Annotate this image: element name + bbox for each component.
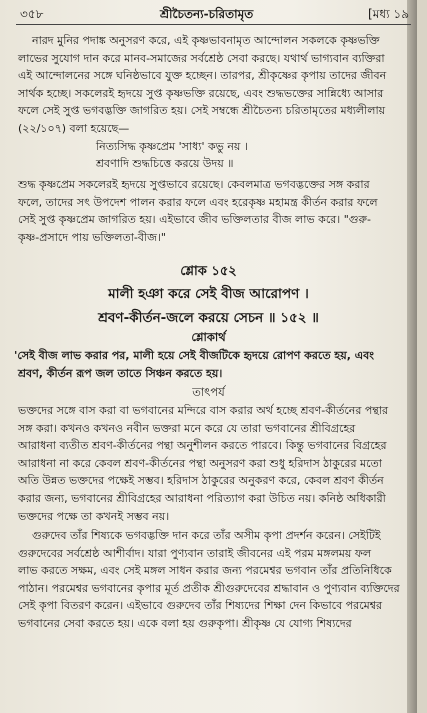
- verse-line: নিত্যসিদ্ধ কৃষ্ণপ্রেম 'সাধ্য' কভু নয় ।: [96, 140, 248, 153]
- text-line: গুরুদেবের সর্বশ্রেষ্ঠ আশীর্বাদ। যারা পুণ্যবান তারাই জীবনের এই পরম মঙ্গলময় ফল: [18, 546, 372, 560]
- translation-heading: শ্লোকার্থ: [191, 330, 226, 344]
- book-title: শ্রীচৈতন্য-চরিতামৃত: [160, 7, 254, 21]
- text-line: গুরুদেব তাঁর শিষ্যকে ভগবদ্ভক্তি দান করে তাঁর অসীম কৃপা প্রদর্শন করেন। সেইটিই: [32, 529, 381, 542]
- text-line: ফলে, তাদের সৎ উপদেশ পালন করার ফলে এবং হরেকৃষ্ণ মহামন্ত্র কীর্তন করার ফলে: [18, 195, 378, 209]
- second-paragraph: [0, 176, 417, 246]
- text-line: সার্থক হচ্ছে। সকলেরই হৃদয়ে সুপ্ত কৃষ্ণভক্তি রয়েছে, এবং শুদ্ধভক্তের সান্নিধ্যে আসার: [18, 86, 384, 100]
- purport-paragraph: [0, 402, 417, 525]
- text-line: লাভ করতে সক্ষম, এবং সেই মঙ্গল সাধন করার জন্য পরমেশ্বর ভগবান তাঁর প্রতিনিধিকে: [18, 564, 392, 578]
- quoted-verse: [0, 138, 417, 172]
- text-line: করার জন্য, ভগবানের শ্রীবিগ্রহের আরাধনা পরিত্যাগ করা উচিত নয়। কনিষ্ঠ অধিকারী: [18, 491, 386, 505]
- sloka-heading: শ্লোক ১৫২: [180, 264, 237, 279]
- text-line: আরাধনা ব্যতীত শ্রবণ-কীর্তনের পন্থা অনুশীলন করতে পারবে। কিন্তু ভগবানের বিগ্রহের: [18, 439, 387, 453]
- verse-line: শ্রবণাদি শুদ্ধচিত্তে করয়ে উদয় ॥: [96, 157, 234, 170]
- sloka-line: মালী হঞা করে সেই বীজ আরোপণ ।: [108, 286, 309, 302]
- text-line: কৃষ্ণ-প্রসাদে পায় ভক্তিলতা-বীজ।": [18, 230, 166, 244]
- sloka-line: শ্রবণ-কীর্তন-জলে করয়ে সেচন ॥ ১৫২ ॥: [98, 310, 319, 326]
- text-line: শ্রবণ, কীর্তন রূপ জল তাতে সিঞ্চন করতে হয়।: [18, 366, 223, 380]
- header-rule: [16, 24, 411, 25]
- purport-heading: তাৎপর্য: [192, 385, 225, 399]
- text-line: সেই সুপ্ত কৃষ্ণপ্রেম জাগরিত হয়। এইভাবে জীব ভক্তিলতার বীজ লাভ করে। "গুরু-: [18, 213, 371, 227]
- intro-paragraph: [0, 32, 417, 138]
- translation-text: [0, 347, 417, 382]
- text-line: এই আন্দোলনের সঙ্গে ঘনিষ্ঠভাবে যুক্ত হচ্ছেন। তারপর, শ্রীকৃষ্ণের কৃপায় তাদের জীবন: [18, 69, 387, 83]
- text-line: 'সেই বীজ লাভ করার পর, মালী হয়ে সেই বীজটিকে হৃদয়ে রোপণ করতে হয়, এবং: [14, 349, 374, 362]
- text-line: পাঠান। পরমেশ্বর ভগবানের কৃপার মূর্ত প্রতীক শ্রীগুরুদেবের শ্রদ্ধাবান ও পুণ্যবান ব্যক্তিদের: [18, 581, 400, 595]
- text-line: সঙ্গ করা। কখনও কখনও নবীন ভক্তরা মনে করে যে তারা ভগবানের শ্রীবিগ্রহের: [18, 421, 356, 435]
- chapter-label: [মধ্য ১৯: [368, 7, 409, 21]
- text-line: ভক্তদের পক্ষে তা কখনই সম্ভব নয়।: [18, 509, 170, 523]
- text-line: শুদ্ধ কৃষ্ণপ্রেম সকলেরই হৃদয়ে সুপ্তভাবে রয়েছে। কেবলমাত্র ভগবদ্ভক্তের সঙ্গ করার: [18, 178, 370, 191]
- text-line: (২২/১০৭) বলা হয়েছে—: [18, 121, 130, 135]
- text-line: ভক্তদের সঙ্গে বাস করা বা ভগবানের মন্দিরে বাস করার অর্থ হচ্ছে শ্রবণ-কীর্তনের পন্থার: [18, 404, 389, 417]
- text-line: ফলে সেই সুপ্ত ভগবদ্ভক্তি জাগরিত হয়। সেই সম্বন্ধে শ্রীচৈতন্য চরিতামৃতের মধ্যলীলায়: [18, 104, 386, 118]
- text-line: সেই কৃপা বিতরণ করেন। এইভাবে গুরুদেব তাঁর শিষ্যদের শিক্ষা দেন কিভাবে পরমেশ্বর: [18, 599, 383, 613]
- text-line: নারদ মুনির পদাঙ্ক অনুসরণ করে, এই কৃষ্ণভাবনামৃত আন্দোলন সকলকে কৃষ্ণভক্তি: [32, 34, 380, 47]
- text-line: অতি উন্নত ভক্তদের পক্ষেই সম্ভব। হরিদাস ঠাকুরের অনুকরণ করে, কেবল শ্রবণ কীর্তন: [18, 474, 384, 488]
- text-line: লাভের সুযোগ দান করে মানব-সমাজের সর্বশ্রেষ্ঠ সেবা করছে। যথার্থ ভাগ্যবান ব্যক্তিরা: [18, 51, 385, 65]
- purport-paragraph: [0, 527, 417, 633]
- text-line: আরাধনা না করে কেবল শ্রবণ-কীর্তনের পন্থা অনুসরণ করা শুধু হরিদাস ঠাকুরের মতো: [18, 456, 382, 470]
- text-line: ভগবানের সেবা করতে হয়। একে বলা হয় গুরুকৃপা। শ্রীকৃষ্ণ যে যোগ্য শিষ্যদের: [18, 616, 352, 630]
- page-number: ৩৫৮: [20, 7, 44, 21]
